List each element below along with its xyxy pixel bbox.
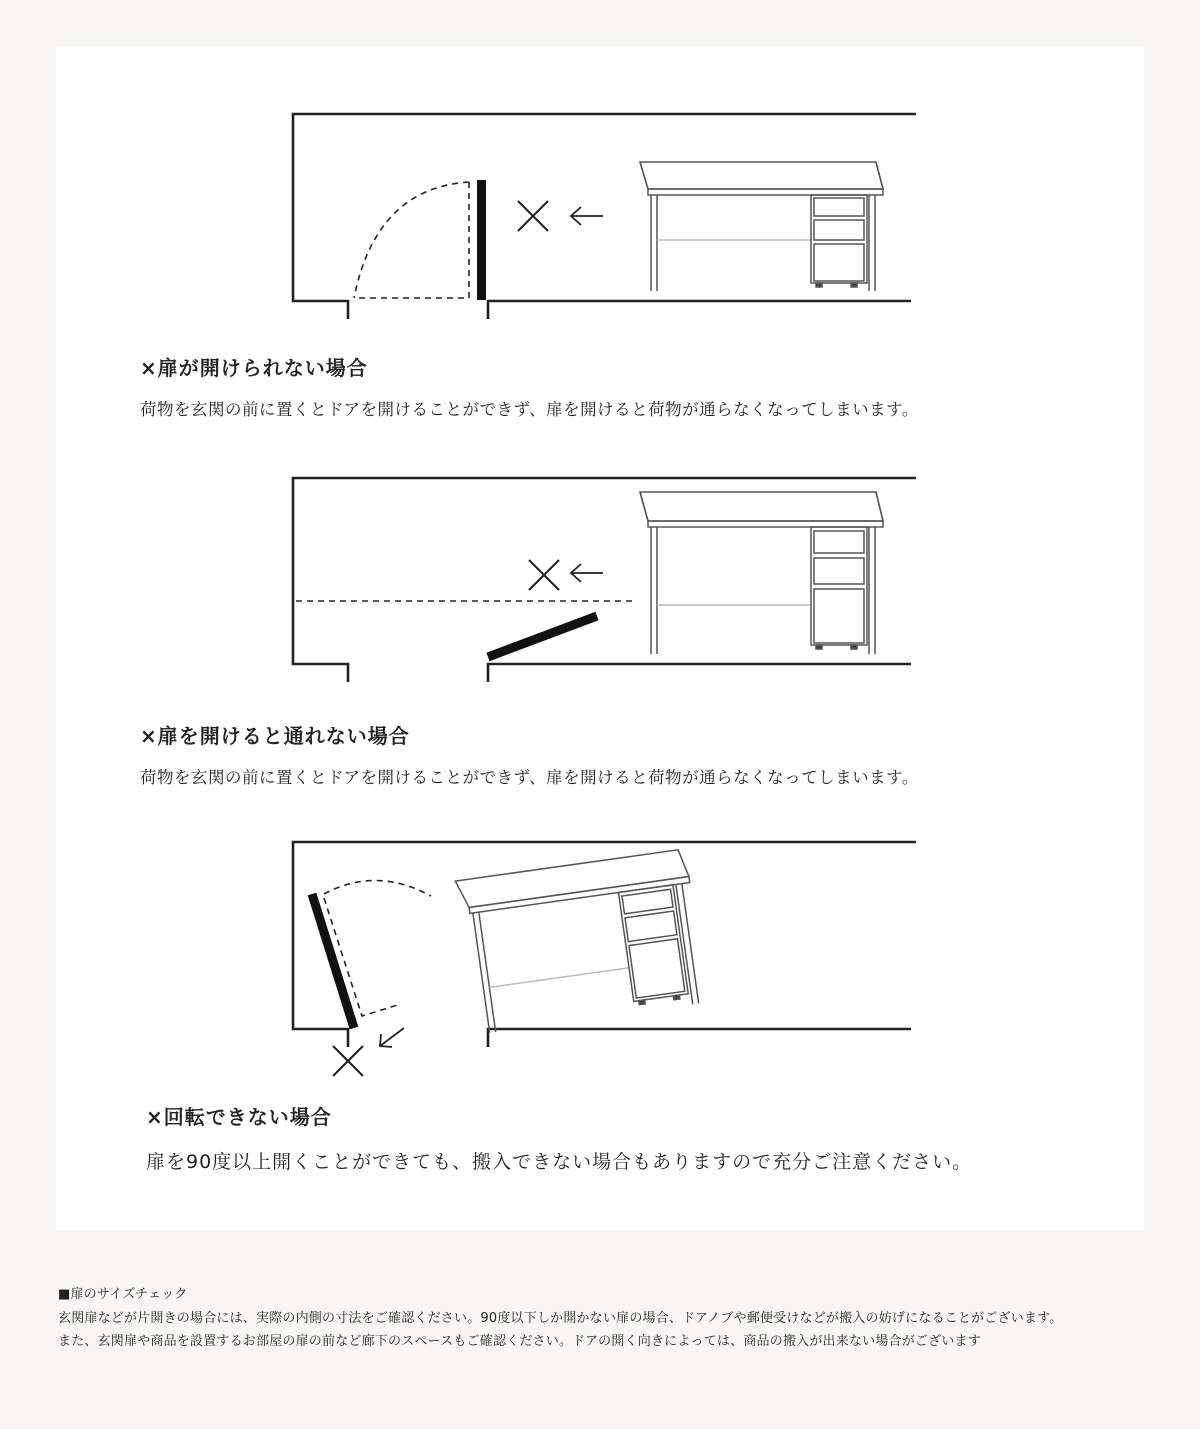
diagram-cannot-rotate (56, 836, 1144, 1086)
case-2-title: ×扉を開けると通れない場合 (140, 724, 410, 748)
diagram-door-cannot-open (56, 106, 1144, 326)
content-card (56, 46, 1144, 1230)
cross-mark-icon (333, 1046, 363, 1076)
desk-icon (455, 849, 706, 1035)
desk-icon (640, 492, 883, 654)
notes-heading: ■扉のサイズチェック (58, 1287, 188, 1302)
size-check-notes (58, 1283, 1148, 1354)
case-1-title: ×扉が開けられない場合 (140, 356, 368, 380)
diagram-cannot-pass (56, 471, 1144, 691)
floorplan-3 (56, 836, 1144, 1086)
cross-mark-icon (518, 201, 548, 231)
notes-paragraph-1: 玄関扉などが片開きの場合には、実際の内側の寸法をご確認ください。90度以下しか開かない扉の場合、ドアノブや郵便受けなどが搬入の妨げになることがございます。 (58, 1310, 1063, 1326)
case-2-description: 荷物を玄関の前に置くとドアを開けることができず、扉を開けると荷物が通らなくなってしまいます。 (140, 768, 919, 787)
door-open (488, 616, 597, 657)
arrow-left-icon (380, 1028, 404, 1047)
desk-icon (640, 162, 883, 291)
door-closed (477, 180, 486, 300)
case-1-description: 荷物を玄関の前に置くとドアを開けることができず、扉を開けると荷物が通らなくなってしまいます。 (140, 400, 919, 419)
door-open (312, 894, 354, 1028)
case-3-title: ×回転できない場合 (146, 1105, 332, 1129)
case-3-description: 扉を90度以上開くことができても、搬入できない場合もありますので充分ご注意ください。 (146, 1151, 973, 1173)
floorplan-2 (56, 471, 1144, 691)
arrow-left-icon (571, 207, 603, 225)
floorplan-1 (56, 106, 1144, 326)
cross-mark-icon (529, 560, 559, 590)
arrow-left-icon (571, 564, 603, 582)
door-swing-path (354, 182, 469, 298)
notes-paragraph-2: また、玄関扉や商品を設置するお部屋の扉の前など廊下のスペースもご確認ください。ドアの開く向きによっては、商品の搬入が出来ない場合がございます (58, 1334, 981, 1349)
